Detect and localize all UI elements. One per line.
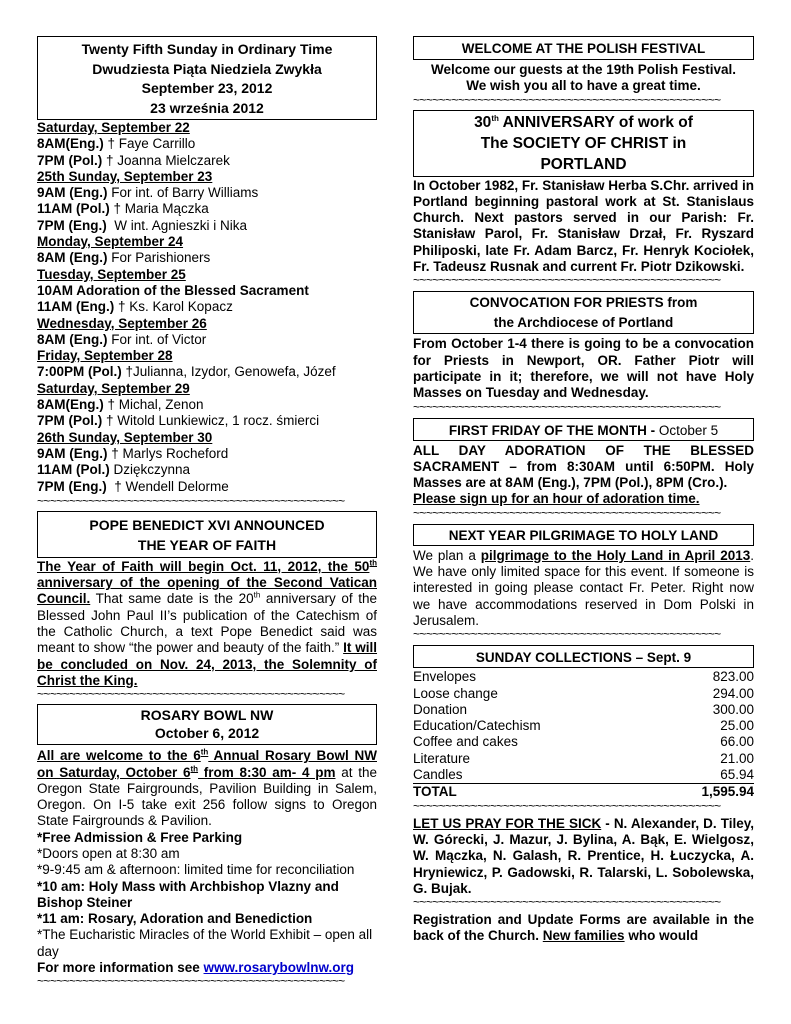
collections-date: – Sept. 9 (631, 650, 692, 666)
schedule-intention: For int. of Victor (107, 331, 207, 347)
collections-total-row (413, 783, 754, 800)
collections-value: 21.00 (720, 750, 754, 766)
schedule-day: 26th Sunday, September 30 (37, 429, 213, 445)
schedule-time: 11AM (Pol.) (37, 201, 110, 217)
welcome-title-box (413, 36, 754, 60)
rosary-sup-1: th (200, 747, 209, 757)
sick-text (413, 816, 754, 897)
collections-row (413, 767, 754, 783)
pope-title: POPE BENEDICT XVI ANNOUNCED (89, 516, 325, 533)
convocation-title-box (413, 291, 754, 334)
schedule-entry (37, 397, 377, 413)
schedule-day: Saturday, September 29 (37, 380, 190, 396)
rosary-bold-1: All are welcome to the 6 (37, 748, 201, 764)
left-column (37, 36, 377, 987)
rosary-item-4: *10 am: Holy Mass with Archbishop Vlazny and Bishop Steiner (37, 878, 339, 910)
collections-table (413, 669, 754, 783)
schedule-entry (37, 462, 377, 478)
rosary-sup-2: th (190, 764, 199, 773)
collections-value: 300.00 (712, 701, 754, 717)
rosary-link[interactable]: www.rosarybowlnw.org (203, 960, 355, 976)
pilgrimage-bold: pilgrimage to the Holy Land in April 2013 (480, 547, 751, 563)
schedule-time: 8AM(Eng.) (37, 397, 104, 413)
anniversary-title-2: The SOCIETY OF CHRIST in (480, 134, 687, 152)
rosary-item-2: *Doors open at 8:30 am (37, 845, 180, 861)
collections-label: Coffee and cakes (413, 734, 518, 750)
anniversary-title-box (413, 110, 754, 177)
schedule-day: Friday, September 28 (37, 348, 173, 364)
schedule-intention: † Michal, Zenon (103, 397, 204, 413)
collections-label: Donation (413, 701, 468, 717)
schedule-intention: W int. Agnieszki i Nika (106, 217, 248, 233)
anniversary-num: 30 (474, 113, 492, 131)
anniversary-title-3: PORTLAND (540, 155, 627, 173)
schedule-intention: † Wendell Delorme (106, 478, 229, 494)
anniversary-sup: th (491, 113, 499, 123)
welcome-title: WELCOME AT THE POLISH FESTIVAL (461, 41, 706, 56)
schedule-time: 7PM (Pol.) (37, 413, 103, 429)
schedule-time: 7PM (Eng.) (37, 478, 107, 494)
pope-sup-2: th (253, 590, 261, 600)
schedule-entry (37, 332, 377, 348)
collections-label: Candles (413, 767, 463, 783)
schedule-time: 11AM (Eng.) (37, 299, 115, 315)
rosary-date: October 6, 2012 (154, 725, 260, 742)
collections-row (413, 751, 754, 767)
rosary-info-label: For more information see (37, 960, 204, 976)
pope-text-1: That same date is the 20 (90, 591, 254, 607)
collections-label: Loose change (413, 685, 498, 701)
schedule-intention: Dziękczynna (109, 462, 191, 478)
first-friday-title-box (413, 418, 754, 441)
collections-label: Envelopes (413, 669, 477, 685)
collections-value: 66.00 (720, 734, 754, 750)
sick-title: LET US PRAY FOR THE SICK (413, 815, 602, 831)
schedule-entry (37, 364, 377, 380)
first-friday-text: ALL DAY ADORATION OF THE BLESSED SACRAMENT – from 8:30AM until 6:50PM. Holy Masses are at 8AM (Eng.), 7PM (Pol.), 8PM (Cro.). (413, 442, 754, 491)
anniversary-title-1 (414, 112, 753, 133)
collections-row (413, 718, 754, 734)
collections-row (413, 702, 754, 718)
header-date-en: September 23, 2012 (141, 80, 273, 96)
schedule-intention: For Parishioners (107, 250, 211, 266)
mass-schedule (37, 120, 377, 495)
anniversary-text: In October 1982, Fr. Stanisław Herba S.Chr. arrived in Portland beginning pastoral work at St. Stanislaus Church. Next pastors served in our Parish: Fr. Stanisław Parol, Fr. Stanisław Drzał, Fr. Ryszard Philiposki, late Fr. Adam Barcz, Fr. Henryk Kociołek, Fr. Tadeusz Rusnak and current Fr. Piotr Dzikowski. (413, 177, 754, 275)
header-date-pl: 23 września 2012 (150, 99, 264, 116)
pope-bold-1: The Year of Faith will begin Oct. 11, 2012, the 50 (37, 558, 370, 574)
pope-bold-2: anniversary of the opening of the Second Vatican Council. (37, 575, 377, 607)
separator: ~~~~~~~~~~~~~~~~~~~~~~~~~~~~~~~~~~~~~~~~~~~~~~~~ (37, 976, 345, 988)
rosary-item-6: *The Eucharistic Miracles of the World Exhibit – open all day (37, 927, 373, 959)
collections-title: SUNDAY COLLECTIONS (475, 650, 632, 666)
rosary-bold-2: Annual Rosary Bowl NW on Saturday, October 6 (37, 748, 377, 780)
collections-total-label: TOTAL (413, 784, 457, 800)
schedule-day: Tuesday, September 25 (37, 266, 186, 282)
rosary-bold-3: from 8:30 am- 4 pm (198, 764, 336, 780)
schedule-time: 7:00PM (Pol.) (37, 364, 122, 380)
pilgrimage-text-1: We plan a (413, 547, 481, 563)
convocation-subtitle: the Archdiocese of Portland (493, 315, 674, 331)
schedule-day: Saturday, September 22 (37, 120, 190, 135)
schedule-entry (37, 136, 377, 152)
welcome-line-2: We wish you all to have a great time. (466, 78, 701, 94)
convocation-title: CONVOCATION FOR PRIESTS from (469, 295, 698, 311)
collections-label: Education/Catechism (413, 718, 541, 734)
schedule-intention: † Witold Lunkiewicz, 1 rocz. śmierci (102, 413, 320, 429)
separator: ~~~~~~~~~~~~~~~~~~~~~~~~~~~~~~~~~~~~~~~~~~~~~~~~ (37, 495, 345, 507)
collections-title-box (413, 645, 754, 668)
first-friday-title: FIRST FRIDAY OF THE MONTH - (448, 422, 659, 438)
separator: ~~~~~~~~~~~~~~~~~~~~~~~~~~~~~~~~~~~~~~~~~~~~~~~~ (413, 897, 721, 909)
rosary-title: ROSARY BOWL NW (140, 707, 274, 724)
schedule-entry (37, 153, 377, 169)
pope-title-box (37, 511, 377, 558)
collections-value: 25.00 (720, 718, 754, 734)
schedule-time: 9AM (Eng.) (37, 185, 108, 201)
schedule-intention: † Joanna Mielczarek (102, 152, 230, 168)
collections-total-value: 1,595.94 (701, 784, 754, 800)
schedule-entry (37, 479, 377, 495)
collections-value: 294.00 (712, 685, 754, 701)
registration-text (413, 912, 754, 945)
schedule-entry (37, 250, 377, 266)
registration-text-1: Registration and Update Forms are available in the back of the Church. (413, 912, 754, 944)
collections-row (413, 734, 754, 750)
schedule-time: 8AM(Eng.) (37, 136, 104, 152)
separator: ~~~~~~~~~~~~~~~~~~~~~~~~~~~~~~~~~~~~~~~~~~~~~~~~ (413, 629, 721, 641)
schedule-time: 7PM (Pol.) (37, 152, 103, 168)
schedule-entry (37, 283, 377, 299)
schedule-intention: † Ks. Karol Kopacz (114, 299, 233, 315)
rosary-info (37, 960, 377, 976)
schedule-time: 9AM (Eng.) (37, 445, 108, 461)
first-friday-date: October 5 (658, 422, 719, 438)
header-title-pl: Dwudziesta Piąta Niedziela Zwykła (92, 60, 322, 77)
right-column (413, 36, 754, 945)
collections-value: 823.00 (712, 669, 754, 685)
schedule-entry (37, 218, 377, 234)
pope-text-2: anniversary of the Blessed John Paul II’s publication of the Catechism of the Catholic Church, a text Pope Benedict said was meant to show “the power and beauty of the faith.” (37, 591, 377, 656)
pope-text (37, 559, 377, 689)
schedule-day: Wednesday, September 26 (37, 315, 207, 331)
schedule-time: 11AM (Pol.) (37, 462, 110, 478)
pilgrimage-text-2: . We have only limited space for this event. If someone is interested in going please contact Fr. Peter. Right now we have accommodations reserved in Dom Polski in Jerusalem. (413, 547, 755, 628)
schedule-time: 8AM (Eng.) (37, 250, 108, 266)
sick-names: - N. Alexander, D. Tiley, W. Górecki, J. Mazur, J. Bylina, A. Bąk, E. Wielgosz, W. Mączka, N. Galash, R. Prentice, H. Łuczycka, A. Hryniewicz, P. Gadowski, R. Talarski, L. Sobolewska, G. Bujak. (413, 815, 754, 896)
schedule-intention: † Maria Mączka (109, 201, 209, 217)
schedule-entry (37, 299, 377, 315)
schedule-entry (37, 201, 377, 217)
collections-value: 65.94 (720, 767, 754, 783)
registration-text-2: who would (624, 928, 699, 944)
separator: ~~~~~~~~~~~~~~~~~~~~~~~~~~~~~~~~~~~~~~~~~~~~~~~~ (37, 689, 345, 701)
pope-subtitle: THE YEAR OF FAITH (137, 536, 277, 553)
registration-new-families: New families (542, 928, 625, 944)
pope-bold-3: It will be concluded on Nov. 24, 2013, the Solemnity of Christ the King. (37, 640, 378, 688)
collections-row (413, 686, 754, 702)
rosary-item-1: *Free Admission & Free Parking (37, 829, 243, 845)
schedule-entry (37, 413, 377, 429)
rosary-item-3: *9-9:45 am & afternoon: limited time for reconciliation (37, 862, 355, 878)
convocation-text: From October 1-4 there is going to be a convocation for Priests in Newport, OR. Father Piotr will participate in it; therefore, we will not have Holy Masses on Tuesday and Wednesday. (413, 336, 754, 401)
rosary-text-1: at the Oregon State Fairgrounds, Pavilion Building in Salem, Oregon. On I-5 take exit 256 follow signs to Oregon State Fairgrounds & Pavilion. (37, 764, 377, 829)
rosary-text (37, 748, 377, 829)
first-friday-signup: Please sign up for an hour of adoration time. (413, 491, 700, 507)
schedule-entry (37, 446, 377, 462)
rosary-title-box (37, 704, 377, 745)
separator: ~~~~~~~~~~~~~~~~~~~~~~~~~~~~~~~~~~~~~~~~~~~~~~~~ (413, 275, 721, 287)
pilgrimage-text (413, 548, 754, 629)
separator: ~~~~~~~~~~~~~~~~~~~~~~~~~~~~~~~~~~~~~~~~~~~~~~~~ (413, 507, 721, 519)
separator: ~~~~~~~~~~~~~~~~~~~~~~~~~~~~~~~~~~~~~~~~~~~~~~~~ (413, 401, 721, 413)
pope-sup-1: th (369, 558, 377, 568)
anniversary-title-text: ANNIVERSARY of work of (498, 113, 693, 131)
schedule-intention: †Julianna, Izydor, Genowefa, Józef (121, 364, 336, 380)
pilgrimage-title-box (413, 524, 754, 546)
rosary-item-5: *11 am: Rosary, Adoration and Benediction (37, 911, 313, 927)
schedule-intention: † Marlys Rocheford (107, 445, 229, 461)
schedule-time: 8AM (Eng.) (37, 331, 108, 347)
header-box (37, 36, 377, 120)
collections-row (413, 669, 754, 685)
schedule-day: 25th Sunday, September 23 (37, 168, 213, 184)
separator: ~~~~~~~~~~~~~~~~~~~~~~~~~~~~~~~~~~~~~~~~~~~~~~~~ (413, 800, 721, 812)
collections-label: Literature (413, 750, 471, 766)
schedule-entry (37, 185, 377, 201)
schedule-intention: For int. of Barry Williams (107, 185, 259, 201)
welcome-line-1: Welcome our guests at the 19th Polish Festival. (430, 62, 737, 77)
separator: ~~~~~~~~~~~~~~~~~~~~~~~~~~~~~~~~~~~~~~~~~~~~~~~~ (413, 94, 721, 106)
schedule-day: Monday, September 24 (37, 234, 184, 250)
pilgrimage-title: NEXT YEAR PILGRIMAGE TO HOLY LAND (448, 527, 719, 543)
schedule-time: 10AM Adoration of the Blessed Sacrament (37, 282, 309, 298)
header-title-en: Twenty Fifth Sunday in Ordinary Time (81, 41, 333, 57)
schedule-time: 7PM (Eng.) (37, 217, 107, 233)
schedule-intention: † Faye Carrillo (103, 136, 196, 152)
